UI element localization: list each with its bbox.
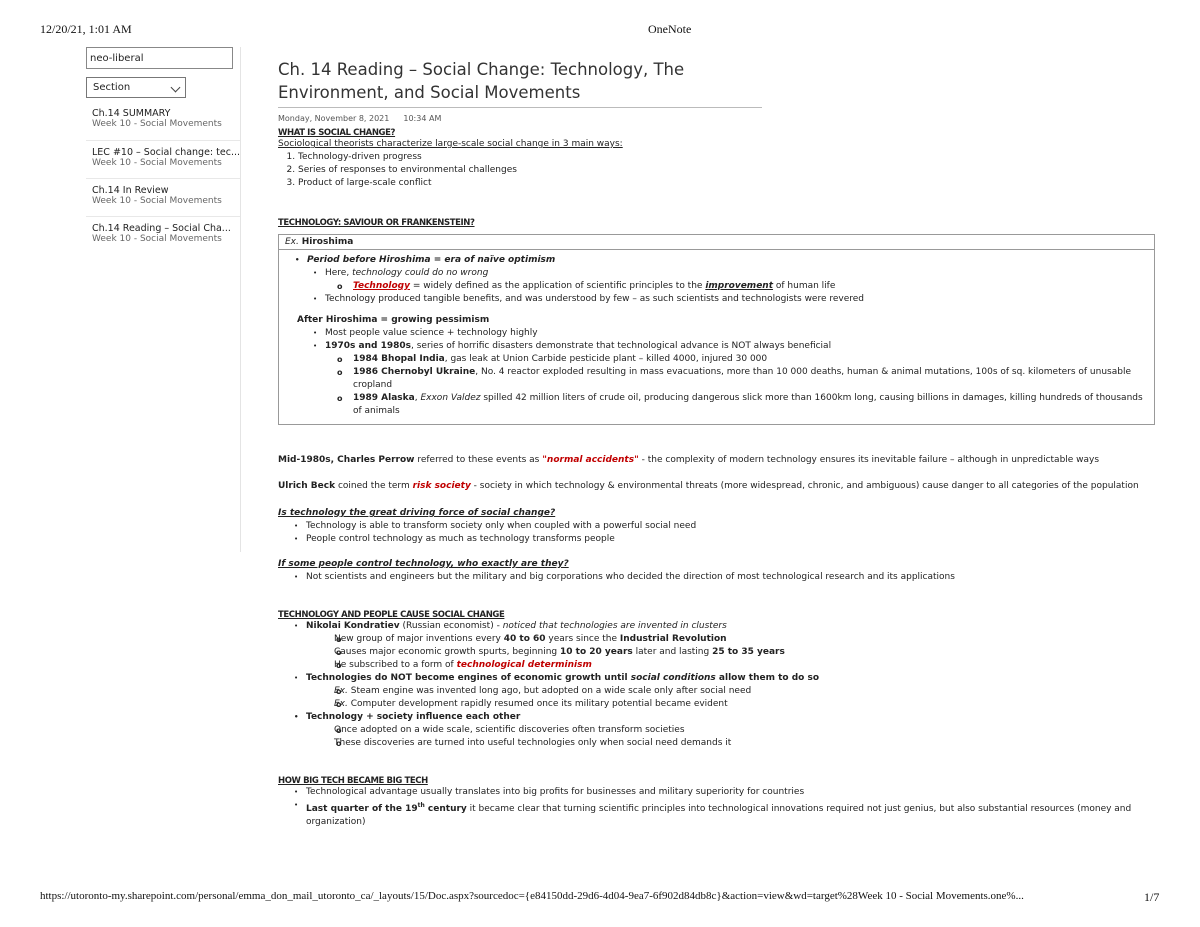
- chevron-down-icon: [171, 83, 181, 93]
- paragraph: Sociological theorists characterize large-scale social change in 3 main ways:: [278, 139, 623, 149]
- list-item: • Period before Hiroshima = era of naïve optimism: [279, 254, 1154, 267]
- section-dropdown[interactable]: [86, 77, 186, 98]
- print-app-name: OneNote: [648, 22, 692, 36]
- search-input[interactable]: neo-liberal: [86, 47, 233, 69]
- list-item: • Technological advantage usually translates into big profits for businesses and military superiority for countries: [278, 786, 1158, 799]
- page-title[interactable]: Ch. 14 Reading – Social Change: Technology, The Environment, and Social Movements: [278, 58, 762, 108]
- note-canvas[interactable]: [278, 58, 1158, 829]
- table-body-cell: [279, 250, 1154, 424]
- list-item: o He subscribed to a form of technological determinism: [278, 659, 1158, 672]
- list-item: o 1986 Chernobyl Ukraine, No. 4 reactor exploded resulting in mass evacuations, more than 10 000 deaths, human & animal mutations, 100s of sq. kilometers of unusable cropland: [279, 366, 1154, 392]
- print-datetime: 12/20/21, 1:01 AM: [40, 22, 132, 36]
- question-heading: If some people control technology, who exactly are they?: [278, 559, 569, 569]
- list-item: • Technology produced tangible benefits, and was understood by few – as such scientists and technologists were revered: [279, 293, 1154, 306]
- list-item: • People control technology as much as technology transforms people: [278, 533, 1158, 546]
- section-dropdown-label: Section: [93, 82, 131, 93]
- list-item: • 1970s and 1980s, series of horrific disasters demonstrate that technological advance is NOT always beneficial: [279, 340, 1154, 353]
- page-item-title: LEC #10 – Social change: tec...: [92, 147, 240, 158]
- page-list-item[interactable]: [86, 178, 240, 216]
- list-item: o New group of major inventions every 40 to 60 years since the Industrial Revolution: [278, 633, 1158, 646]
- list-item: o Once adopted on a wide scale, scientific discoveries often transform societies: [278, 724, 1158, 737]
- list-item: o Ex. Steam engine was invented long ago, but adopted on a wide scale only after social need: [278, 685, 1158, 698]
- page-timestamp: [278, 114, 1158, 123]
- page-list-item[interactable]: [86, 140, 240, 178]
- ex-label: Ex.: [285, 237, 299, 247]
- subheading: After Hiroshima = growing pessimism: [297, 315, 490, 325]
- page-item-section: Week 10 - Social Movements: [92, 119, 222, 129]
- page-item-section: Week 10 - Social Movements: [92, 158, 222, 168]
- numbered-list: [278, 151, 1158, 190]
- page-time: 10:34 AM: [403, 114, 442, 123]
- list-item: o Technology = widely defined as the application of scientific principles to the improvement of human life: [279, 280, 1154, 293]
- list-item: o These discoveries are turned into useful technologies only when social need demands it: [278, 737, 1158, 750]
- page-item-title: Ch.14 In Review: [92, 185, 169, 196]
- table-title: Hiroshima: [301, 237, 354, 247]
- page-list-item-current[interactable]: [86, 216, 240, 254]
- table-header-cell: [279, 235, 1154, 250]
- page-list: [86, 102, 240, 254]
- list-item: 2. Series of responses to environmental challenges: [298, 164, 1158, 177]
- list-item: • Last quarter of the 19th century it became clear that turning scientific principles into technological innovations required not just genius, but also substantial resources (money and organization): [278, 799, 1158, 829]
- list-item: o Ex. Computer development rapidly resumed once its military potential became evident: [278, 698, 1158, 711]
- list-item: • Most people value science + technology highly: [279, 327, 1154, 340]
- section-heading: TECHNOLOGY AND PEOPLE CAUSE SOCIAL CHANGE: [278, 610, 505, 620]
- list-item: 1. Technology-driven progress: [298, 151, 1158, 164]
- list-item: • Technologies do NOT become engines of economic growth until social conditions allow them to do so: [278, 672, 1158, 685]
- list-item: 3. Product of large-scale conflict: [298, 177, 1158, 190]
- list-item: • Technology + society influence each other: [278, 711, 1158, 724]
- section-heading: WHAT IS SOCIAL CHANGE?: [278, 128, 396, 138]
- page-list-item[interactable]: [86, 102, 240, 140]
- page-item-section: Week 10 - Social Movements: [92, 234, 222, 244]
- page-item-title: Ch.14 Reading – Social Cha...: [92, 223, 231, 234]
- question-heading: Is technology the great driving force of social change?: [278, 508, 556, 518]
- list-item: o 1984 Bhopal India, gas leak at Union Carbide pesticide plant – killed 4000, injured 30 000: [279, 353, 1154, 366]
- list-item: • Technology is able to transform society only when coupled with a powerful social need: [278, 520, 1158, 533]
- page-navigation-pane: [86, 47, 241, 552]
- section-heading: TECHNOLOGY: SAVIOUR OR FRANKENSTEIN?: [278, 218, 475, 228]
- print-url: https://utoronto-my.sharepoint.com/personal/emma_don_mail_utoronto_ca/_layouts/15/Doc.aspx?sourcedoc={e84150dd-29d6-4d04-9ea7-6f902d84db8c}&action=view&wd=target%28Week 10 - Social Movements.one%...: [40, 890, 1024, 902]
- list-item: o 1989 Alaska, Exxon Valdez spilled 42 million liters of crude oil, producing dangerous slick more than 1600km long, causing billions in damages, killing hundreds of thousands of animals: [279, 392, 1154, 418]
- paragraph: Ulrich Beck coined the term risk society - society in which technology & environmental threats (more widespread, chronic, and ambiguous) cause danger to all categories of the population: [278, 481, 1139, 491]
- page-item-section: Week 10 - Social Movements: [92, 196, 222, 206]
- note-table[interactable]: [278, 234, 1155, 425]
- page-item-title: Ch.14 SUMMARY: [92, 108, 171, 119]
- paragraph: Mid-1980s, Charles Perrow referred to these events as "normal accidents" - the complexity of modern technology ensures its inevitable failure – although in unpredictable ways: [278, 455, 1100, 465]
- page-date: Monday, November 8, 2021: [278, 114, 390, 123]
- list-item: o Causes major economic growth spurts, beginning 10 to 20 years later and lasting 25 to 35 years: [278, 646, 1158, 659]
- print-page-number: 1/7: [1144, 890, 1160, 904]
- list-item: • Nikolai Kondratiev (Russian economist) - noticed that technologies are invented in clusters: [278, 620, 1158, 633]
- list-item: • Here, technology could do no wrong: [279, 267, 1154, 280]
- section-heading: HOW BIG TECH BECAME BIG TECH: [278, 776, 428, 786]
- list-item: • Not scientists and engineers but the military and big corporations who decided the direction of most technological research and its applications: [278, 571, 1158, 584]
